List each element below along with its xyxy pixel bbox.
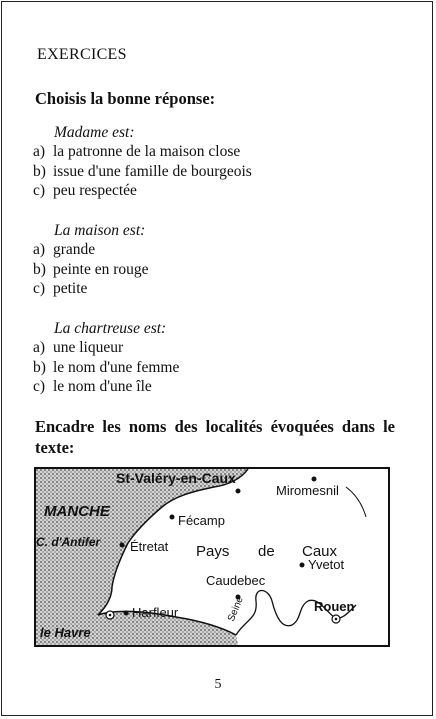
option-c (33, 279, 413, 299)
town-dot-fecamp (170, 515, 175, 520)
town-dot-etretat (120, 543, 125, 548)
option-letter: c) (33, 280, 46, 297)
label-de: de (258, 543, 275, 560)
map-pays-de-caux (34, 467, 390, 647)
instruction-frame-places: Encadre les noms des localités évoquées dans le texte: (35, 417, 395, 457)
option-text: la patronne de la maison close (53, 143, 241, 160)
option-a (33, 240, 413, 260)
option-letter: a) (33, 143, 46, 160)
question-1 (33, 123, 413, 201)
option-text: une liqueur (53, 339, 124, 356)
option-letter: b) (33, 162, 46, 180)
option-letter: b) (33, 260, 46, 278)
option-letter: a) (33, 339, 46, 356)
label-le-havre: le Havre (40, 625, 91, 640)
town-dot-le-havre-center (109, 614, 112, 617)
option-c (33, 377, 413, 397)
instruction-choose-answer: Choisis la bonne réponse: (35, 89, 216, 108)
town-dot-yvetot (300, 563, 305, 568)
option-c (33, 181, 413, 201)
label-manche: MANCHE (44, 503, 110, 520)
page-title: EXERCICES (37, 46, 127, 63)
label-cap-antifer: C. d'Antifer (36, 535, 101, 549)
town-dot-miromesnil (312, 477, 317, 482)
question-2 (33, 221, 413, 299)
question-prompt: La chartreuse est: (54, 320, 167, 337)
option-letter: c) (33, 182, 46, 199)
label-miromesnil: Miromesnil (276, 483, 339, 498)
option-letter: a) (33, 241, 46, 258)
label-caux: Caux (302, 543, 338, 560)
option-letter: c) (33, 378, 46, 395)
option-text: petite (53, 280, 88, 297)
river-line (346, 487, 366, 517)
town-dot-harfleur (124, 611, 129, 616)
option-text: peinte en rouge (53, 260, 149, 278)
option-text: issue d'une famille de bourgeois (53, 162, 252, 180)
question-prompt: La maison est: (54, 222, 146, 239)
town-dot-st-valery (236, 489, 241, 494)
option-text: grande (53, 241, 96, 258)
label-caudebec: Caudebec (206, 573, 266, 588)
label-pays: Pays (196, 543, 230, 560)
option-b (33, 358, 413, 378)
option-b (33, 260, 413, 280)
label-seine: Seine (226, 595, 246, 624)
label-st-valery: St-Valéry-en-Caux (116, 470, 236, 486)
page-number: 5 (214, 677, 222, 692)
option-text: le nom d'une île (53, 378, 152, 395)
town-dot-rouen-center (335, 618, 338, 621)
label-rouen: Rouen (314, 599, 355, 614)
label-harfleur: Harfleur (132, 605, 179, 620)
label-yvetot: Yvetot (308, 557, 345, 572)
option-letter: b) (33, 358, 46, 376)
question-prompt: Madame est: (54, 124, 135, 141)
label-etretat: Étretat (130, 539, 169, 554)
option-a (33, 142, 413, 162)
option-b (33, 162, 413, 182)
option-text: peu respectée (53, 182, 137, 199)
label-fecamp: Fécamp (178, 513, 225, 528)
option-a (33, 338, 413, 358)
question-3 (33, 319, 413, 397)
option-text: le nom d'une femme (53, 358, 180, 376)
